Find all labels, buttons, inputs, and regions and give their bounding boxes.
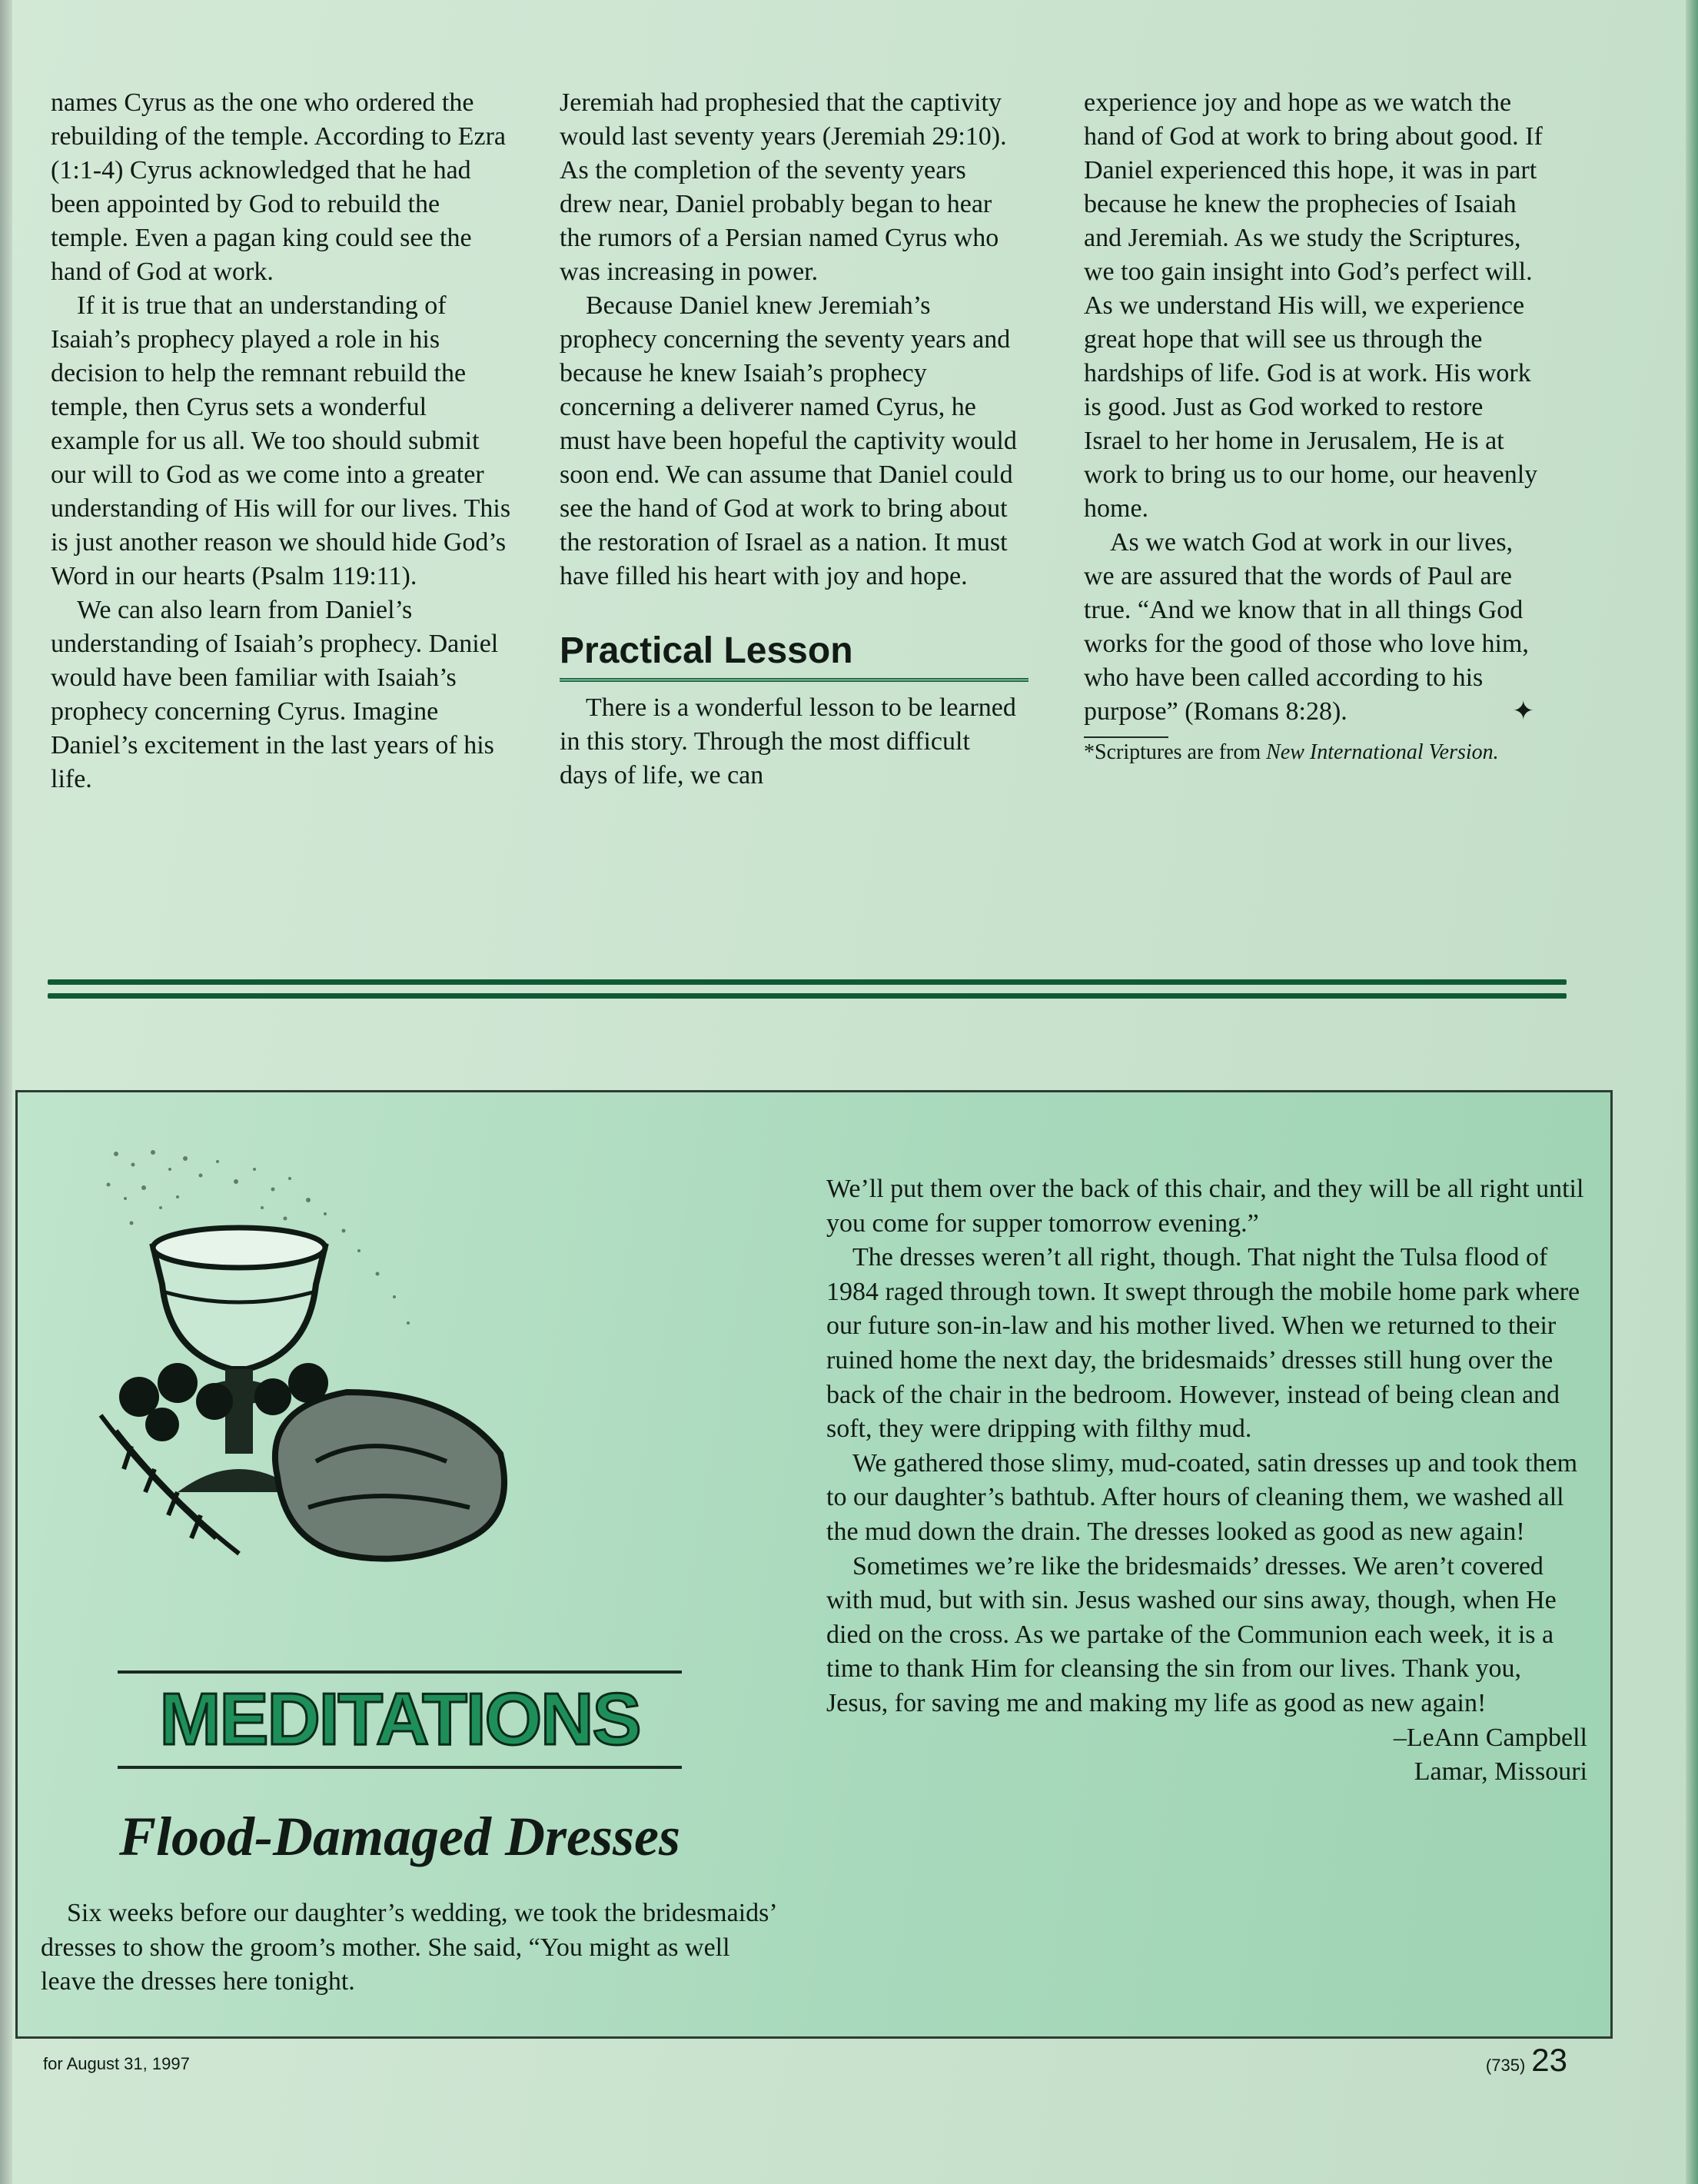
article-column-2 (560, 86, 1021, 793)
meditations-box (15, 1090, 1613, 2039)
section-divider-top (48, 979, 1567, 985)
meditation-text-left (41, 1896, 779, 2000)
footnote-version: New International Version. (1266, 740, 1499, 764)
article-paragraph: We can also learn from Daniel’s understanding of Isaiah’s prophecy. Daniel would have been familiar with Isaiah’s prophecy concerning Cyrus. Imagine Daniel’s excitement in the last years of his life. (51, 596, 499, 793)
page-number: 23 (1531, 2042, 1567, 2078)
end-mark-icon: ✦ (1512, 697, 1534, 726)
bread-loaf (275, 1392, 504, 1559)
article-paragraph: names Cyrus as the one who ordered the rebuilding of the temple. According to Ezra (1:1-4) Cyrus acknowledged that he had been appointed by God to rebuild the temple. Even a pagan king could see the hand of God at work. (51, 88, 506, 286)
meditations-title: MEDITATIONS (159, 1678, 640, 1760)
meditations-title-block (118, 1670, 682, 1769)
meditation-subtitle: Flood-Damaged Dresses (119, 1806, 680, 1867)
meditation-text-right (826, 1172, 1587, 1790)
article-column-3 (1084, 86, 1545, 766)
article-paragraph: Because Daniel knew Jeremiah’s prophecy concerning the seventy years and because he knew Isaiah’s prophecy concerning a deliverer named Cyrus, he must have been hopeful the captivity would soon end. We can assume that Daniel could see the hand of God at work to bring about the restoration of Israel as a nation. It must have filled his heart with joy and hope. (560, 291, 1017, 590)
author-location: Lamar, Missouri (1414, 1757, 1587, 1787)
meditation-paragraph: Six weeks before our daughter’s wedding, we took the bridesmaids’ dresses to show the groom’s mother. She said, “You might as well leave the dresses here tonight. (41, 1899, 776, 1996)
page-code: (735) (1485, 2056, 1526, 2075)
article-paragraph: experience joy and hope as we watch the hand of God at work to bring about good. If Daniel experienced this hope, it was in part because he knew the prophecies of Isaiah and Jeremiah. As we study the Scriptures, we too gain insight into God’s perfect will. As we understand His will, we experience great hope that will see us through the hardships of life. God is at work. His work is good. Just as God worked to restore Israel to her home in Jerusalem, He is at work to bring us to our home, our heavenly home. (1084, 88, 1543, 523)
issue-date: for August 31, 1997 (43, 2054, 190, 2073)
page-left-edge (0, 0, 12, 2184)
footnote-text: *Scriptures are from (1084, 740, 1267, 764)
title-rule-bottom (118, 1766, 682, 1769)
page-number-block (1486, 2042, 1567, 2079)
author-name: –LeAnn Campbell (1393, 1723, 1587, 1752)
meditation-paragraph: Sometimes we’re like the bridesmaids’ dresses. We aren’t covered with mud, but with sin. Jesus washed our sins away, though, when He died on the cross. As we partake of the Communion each week, it is a time to thank Him for cleansing the sin from our lives. Thank you, Jesus, for saving me and making my life as good as new again! (826, 1551, 1557, 1717)
closing-paragraph-text: As we watch God at work in our lives, we are assured that the words of Paul are true. “And we know that in all things God works for the good of those who love him, who have been called according to his purpose” (Romans 8:28). (1084, 528, 1529, 726)
meditation-paragraph: We gathered those slimy, mud-coated, satin dresses up and took them to our daughter’s bathtub. After hours of cleaning them, we washed all the mud down the drain. The dresses looked as good as new again! (826, 1448, 1578, 1546)
page-right-edge (1686, 0, 1698, 2184)
meditation-paragraph: The dresses weren’t all right, though. That night the Tulsa flood of 1984 raged through town. It swept through the mobile home park where our future son-in-law and his mother lived. When we returned to their ruined home the next day, the bridesmaids’ dresses still hung over the back of the chair in the bedroom. However, instead of being clean and soft, they were dripping with filthy mud. (826, 1243, 1580, 1444)
section-divider-bottom (48, 993, 1567, 999)
footnote (1084, 736, 1499, 766)
article-paragraph: If it is true that an understanding of Isaiah’s prophecy played a role in his decision to help the remnant rebuild the temple, then Cyrus sets a wonderful example for us all. We too should submit our will to God as we come into a greater understanding of His will for our lives. This is just another reason we should hide God’s Word in our hearts (Psalm 119:11). (51, 291, 511, 590)
meditation-paragraph: We’ll put them over the back of this chair, and they will be all right until you come for supper tomorrow evening.” (826, 1175, 1584, 1238)
article-paragraph (1084, 526, 1545, 729)
author-signature (826, 1721, 1587, 1790)
article-paragraph: There is a wonderful lesson to be learned in this story. Through the most difficult days of life, we can (560, 693, 1016, 789)
section-heading: Practical Lesson (560, 630, 1028, 682)
article-paragraph: Jeremiah had prophesied that the captivity would last seventy years (Jeremiah 29:10). As the completion of the seventy years drew near, Daniel probably began to hear the rumors of a Persian named Cyrus who was increasing in power. (560, 88, 1007, 286)
article-column-1 (51, 86, 520, 796)
